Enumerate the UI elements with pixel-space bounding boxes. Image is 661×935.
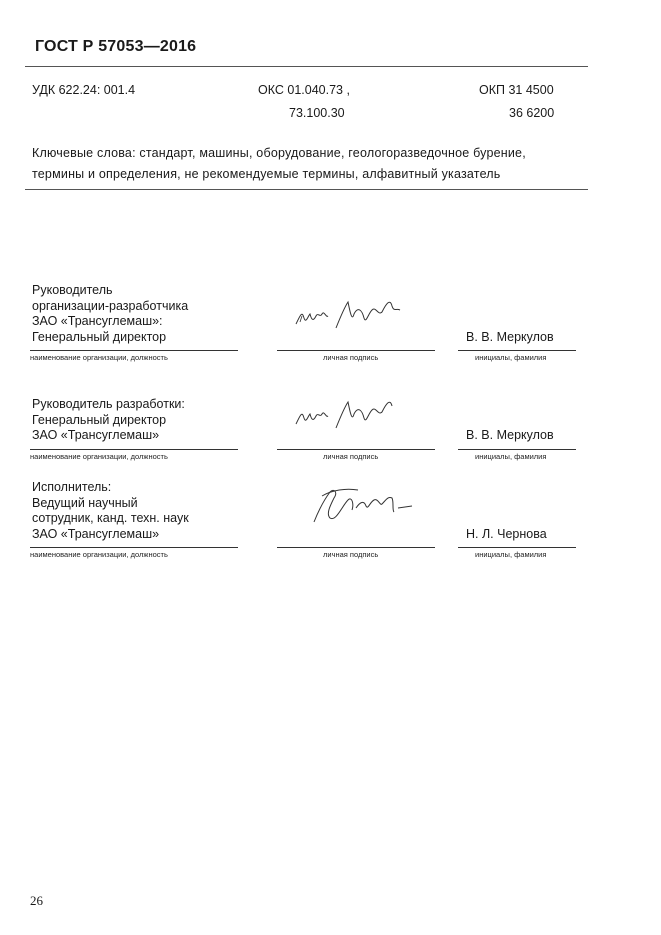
- signature-merkulov-1: [292, 288, 412, 338]
- signature-block-2-position: [32, 397, 185, 444]
- caption-org: наименование организации, должность: [30, 550, 168, 559]
- keywords-line-2: термины и определения, не рекомендуемые термины, алфавитный указатель: [32, 167, 501, 181]
- signature-field-line: [30, 449, 238, 450]
- position-line: ЗАО «Трансуглемаш»: [32, 526, 160, 541]
- signature-block-1-position: [32, 283, 188, 345]
- document-title: ГОСТ Р 57053—2016: [35, 38, 197, 55]
- position-line: организации-разработчика: [32, 298, 189, 313]
- position-line: Ведущий научный: [32, 495, 138, 510]
- position-line: Руководитель разработки:: [32, 397, 185, 411]
- signature-field-line: [277, 449, 435, 450]
- signature-block-3-position: [32, 480, 189, 542]
- udk-code: УДК 622.24: 001.4: [32, 83, 136, 97]
- caption-org: наименование организации, должность: [30, 353, 168, 362]
- signatory-name: Н. Л. Чернова: [466, 527, 547, 541]
- signature-merkulov-2: [292, 388, 412, 438]
- signature-field-line: [458, 449, 576, 450]
- signature-chernova: [308, 482, 420, 530]
- signature-field-line: [458, 547, 576, 548]
- position-line: Исполнитель:: [32, 480, 112, 494]
- header-rule: [25, 66, 588, 67]
- keywords-line-1: Ключевые слова: стандарт, машины, оборудование, геологоразведочное бурение,: [32, 146, 526, 160]
- signature-field-line: [458, 350, 576, 351]
- caption-name: инициалы, фамилия: [475, 353, 547, 362]
- signatory-name: В. В. Меркулов: [466, 330, 554, 344]
- keywords-rule: [25, 189, 588, 190]
- oks-code-1: ОКС 01.040.73 ,: [258, 83, 350, 97]
- caption-signature: личная подпись: [323, 452, 379, 461]
- signature-field-line: [277, 547, 435, 548]
- caption-name: инициалы, фамилия: [475, 452, 547, 461]
- page-number: 26: [30, 893, 43, 908]
- okp-code-2: 36 6200: [509, 106, 555, 120]
- caption-signature: личная подпись: [323, 550, 379, 559]
- position-line: ЗАО «Трансуглемаш»: [32, 428, 160, 442]
- caption-org: наименование организации, должность: [30, 452, 168, 461]
- position-line: Генеральный директор: [32, 412, 167, 427]
- signature-field-line: [30, 350, 238, 351]
- signature-field-line: [30, 547, 238, 548]
- signatory-name: В. В. Меркулов: [466, 428, 554, 442]
- position-line: сотрудник, канд. техн. наук: [32, 511, 189, 525]
- position-line: Генеральный директор: [32, 329, 167, 344]
- position-line: ЗАО «Трансуглемаш»:: [32, 314, 163, 328]
- signature-field-line: [277, 350, 435, 351]
- okp-code-1: ОКП 31 4500: [479, 83, 554, 97]
- position-line: Руководитель: [32, 283, 113, 297]
- caption-signature: личная подпись: [323, 353, 379, 362]
- caption-name: инициалы, фамилия: [475, 550, 547, 559]
- oks-code-2: 73.100.30: [289, 106, 345, 120]
